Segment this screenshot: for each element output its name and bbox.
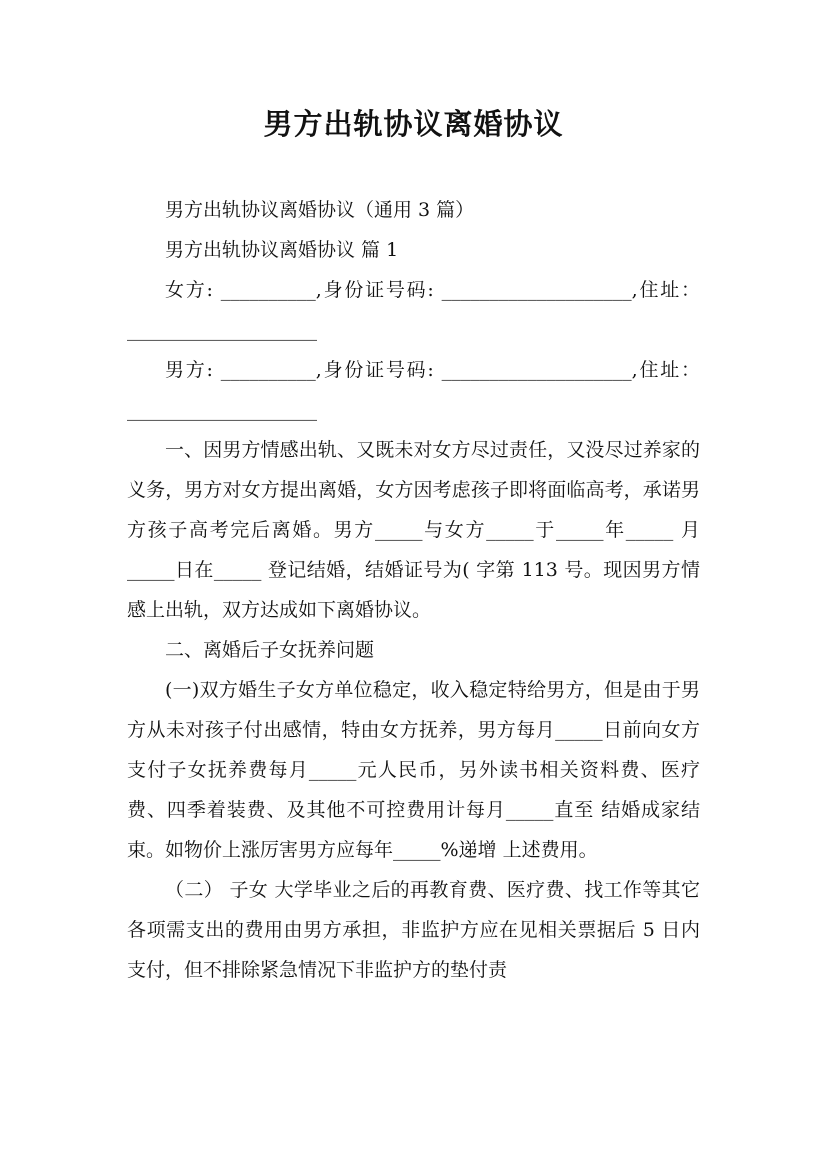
clause-2-2-paragraph: （二） 子女 大学毕业之后的再教育费、医疗费、找工作等其它各项需支出的费用由男方承担，非监护方应在见相关票据后 5 日内支付，但不排除紧急情况下非监护方的垫付责 bbox=[127, 879, 700, 981]
document-body bbox=[127, 190, 700, 990]
section-heading: 男方出轨协议离婚协议 篇 1 bbox=[165, 239, 399, 261]
document-title: 男方出轨协议离婚协议 bbox=[263, 107, 564, 141]
male-party-line: 男方: __________,身份证号码: ____________________,住址：____________________ bbox=[127, 359, 700, 421]
clause-2-heading: 二、离婚后子女抚养问题 bbox=[165, 639, 375, 661]
subtitle-paragraph: 男方出轨协议离婚协议（通用 3 篇） bbox=[165, 199, 475, 221]
clause-2-1-paragraph: (一)双方婚生子女方单位稳定，收入稳定特给男方，但是由于男方从未对孩子付出感情，特由女方抚养，男方每月_____日前向女方支付子女抚养费每月_____元人民币，另外读书相关资料费、医疗费、四季着装费、及其他不可控费用计每月_____直至 结婚成家结束。如物价上涨厉害男方应每年_____%递增 上述费用。 bbox=[127, 679, 700, 861]
female-party-line: 女方: __________,身份证号码: ____________________,住址：____________________ bbox=[127, 279, 700, 341]
clause-1-paragraph: 一、因男方情感出轨、又既未对女方尽过责任，又没尽过养家的义务，男方对女方提出离婚，女方因考虑孩子即将面临高考，承诺男方孩子高考完后离婚。男方_____与女方_____于_____年_____ 月_____日在_____ 登记结婚，结婚证号为( 字第 113 号。现因男方情感上出轨，双方达成如下离婚协议。 bbox=[127, 439, 700, 621]
